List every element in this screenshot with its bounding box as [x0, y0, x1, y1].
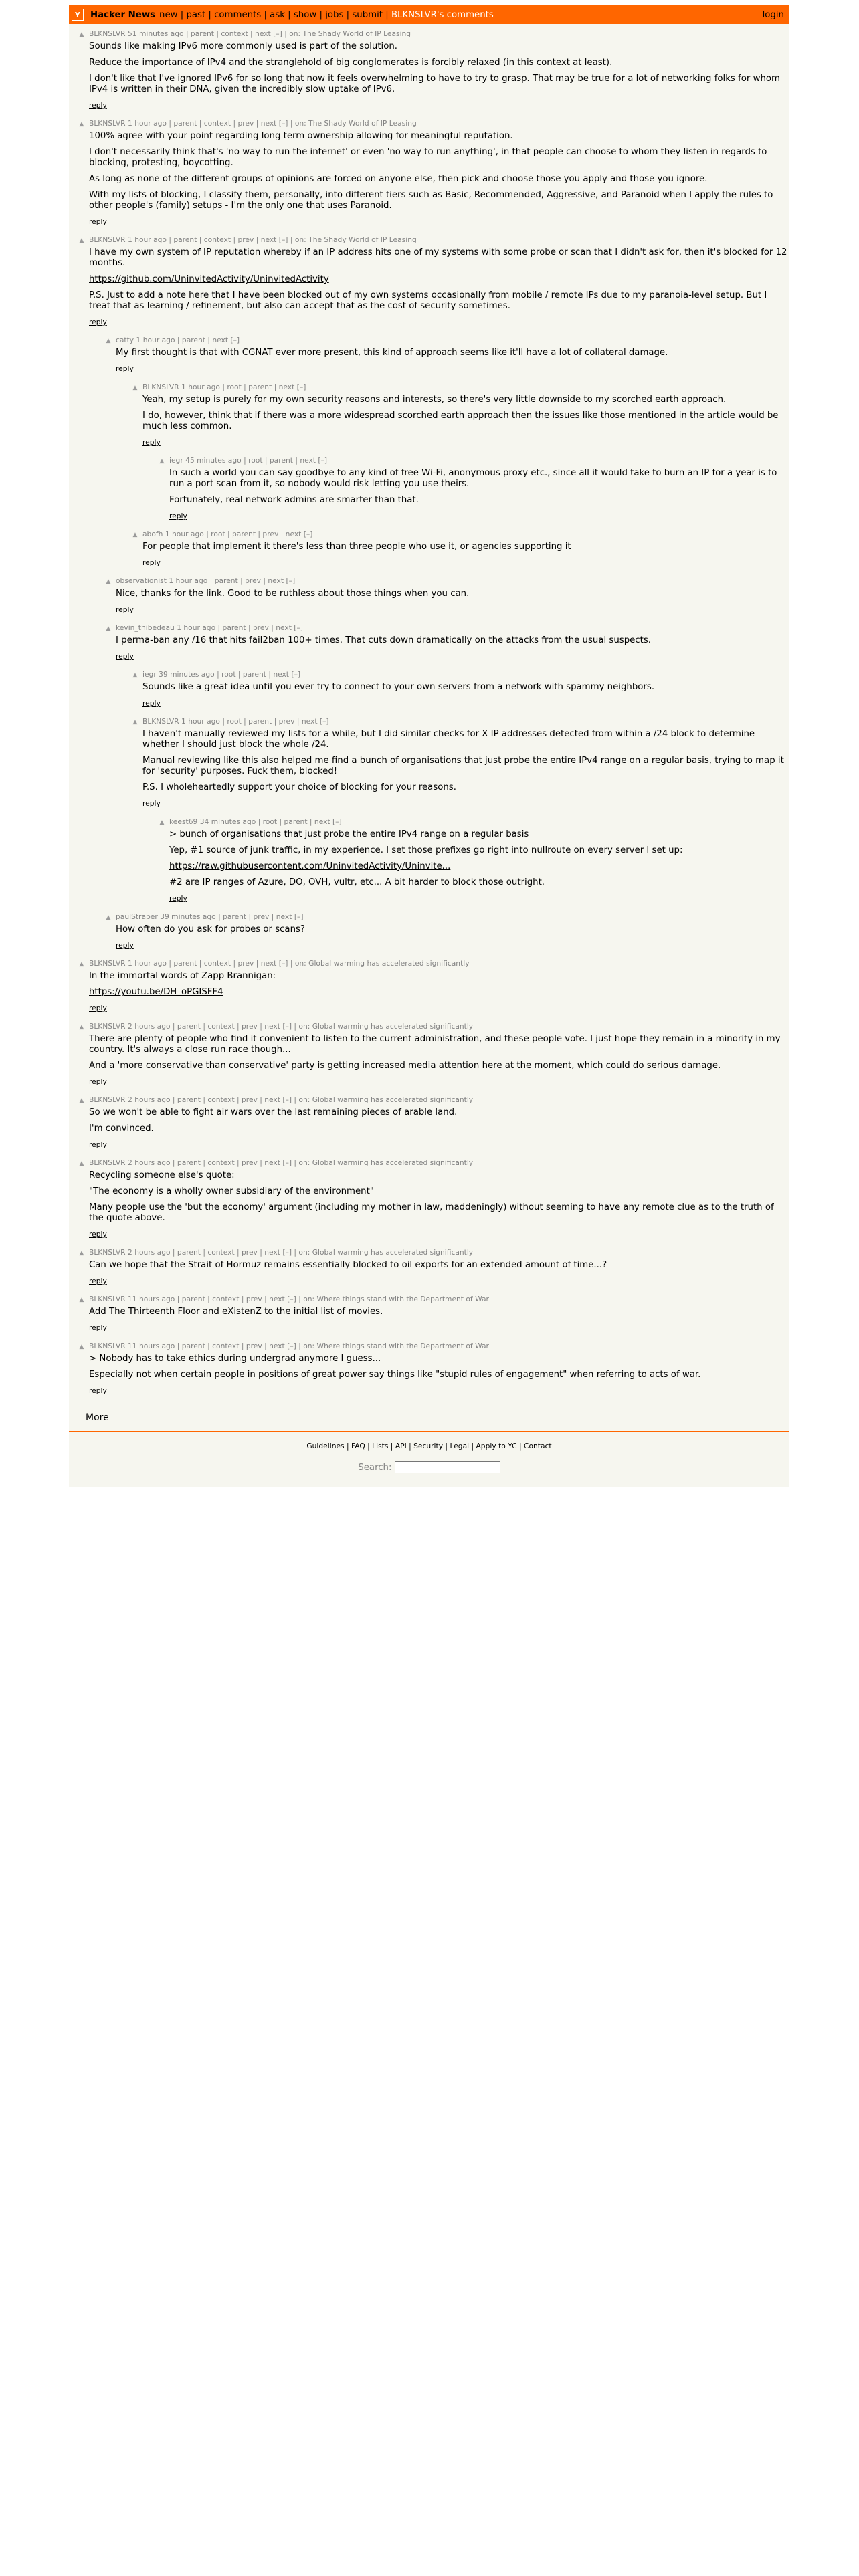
comment-age[interactable]: 1 hour ago [128, 959, 167, 968]
comment-user[interactable]: BLKNSLVR [89, 119, 126, 128]
upvote-arrow-icon[interactable]: ▲ [159, 458, 165, 465]
comment-link[interactable]: https://youtu.be/DH_oPGISFF4 [89, 987, 223, 997]
reply-link[interactable]: reply [89, 217, 107, 226]
comment-user[interactable]: catty [116, 336, 134, 344]
comment-body [89, 235, 789, 328]
comment-paragraph: There are plenty of people who find it convenient to listen to the current administration, and these people vote. I just hope they remain in a minority in my country. It's always a close run race though... [89, 1034, 781, 1055]
comment-body [169, 456, 789, 522]
comment-body [89, 119, 789, 227]
comment-age[interactable]: 2 hours ago [128, 1158, 171, 1167]
comment-nav-links[interactable]: | parent | prev | next [–] [209, 576, 296, 585]
reply-link[interactable]: reply [116, 605, 134, 614]
comment-paragraph [89, 274, 789, 285]
upvote-arrow-icon[interactable]: ▲ [106, 914, 111, 921]
reply-link[interactable]: reply [89, 318, 107, 326]
comment-nav-links[interactable]: | parent | next [–] [177, 336, 240, 344]
site-title[interactable]: Hacker News [90, 9, 156, 20]
comment [78, 1022, 789, 1087]
comment-user[interactable]: iegr [142, 670, 157, 679]
comment [105, 623, 789, 662]
comment-nav-links[interactable]: | parent | context | prev | next [–] | on: The Shady World of IP Leasing [169, 119, 417, 128]
comment-paragraph: I'm convinced. [89, 1123, 154, 1134]
comment-user[interactable]: observationist [116, 576, 167, 585]
reply-link[interactable]: reply [89, 1004, 107, 1012]
comment-meta [116, 336, 789, 345]
comment-nav-links[interactable]: | parent | context | prev | next [–] | on: The Shady World of IP Leasing [169, 235, 417, 244]
comment-text [89, 1107, 789, 1134]
reply-link[interactable]: reply [89, 101, 107, 110]
nav-separator: | [205, 9, 215, 20]
comment-body [89, 1248, 789, 1287]
comment-user[interactable]: BLKNSLVR [89, 1341, 126, 1350]
search-label: Search: [358, 1463, 392, 1473]
comment-paragraph: So we won't be able to fight air wars over the last remaining pieces of arable land. [89, 1107, 458, 1117]
comment-text [89, 971, 789, 998]
reply-link[interactable]: reply [142, 558, 161, 567]
nav-comments[interactable]: comments [214, 9, 262, 20]
comment-paragraph: I don't necessarily think that's 'no way to run the internet' or even 'no way to run anything', in that people can choose to whom they listen in regards to blocking, protesting, boycotting. [89, 147, 767, 168]
comment-meta [116, 576, 789, 586]
comment-nav-links[interactable]: | root | parent | prev | next [–] [206, 530, 313, 538]
upvote-arrow-icon[interactable]: ▲ [106, 578, 111, 585]
comment-user[interactable]: BLKNSLVR [89, 29, 126, 38]
hn-logo-icon[interactable]: Y [72, 9, 84, 21]
nav-show[interactable]: show [293, 9, 317, 20]
footer-separator: | [344, 1442, 352, 1451]
comment-paragraph: Many people use the 'but the economy' argument (including my mother in law, maddeningly) without seeming to have any remote clue as to the truth of the quote above. [89, 1202, 774, 1223]
comment-paragraph: Nice, thanks for the link. Good to be ruthless about those things when you can. [116, 588, 470, 599]
nav-links [159, 10, 494, 20]
comment-age[interactable]: 1 hour ago [136, 336, 175, 344]
comment-paragraph: "The economy is a wholly owner subsidiary of the environment" [89, 1186, 374, 1196]
login-link[interactable]: login [762, 9, 784, 20]
comment-user[interactable]: BLKNSLVR [89, 1158, 126, 1167]
nav-separator: | [284, 9, 294, 20]
upvote-arrow-icon[interactable]: ▲ [79, 1160, 84, 1167]
comment-body [89, 1095, 789, 1150]
nav-ask[interactable]: ask [270, 9, 285, 20]
comment-text [142, 395, 789, 432]
comment-paragraph: Reduce the importance of IPv4 and the stranglehold of big conglomerates is forcibly relaxed (in this context at least). [89, 58, 613, 68]
comment [105, 336, 789, 374]
nav-past[interactable]: past [186, 9, 206, 20]
comment-text [169, 829, 789, 888]
comment-meta [89, 1095, 789, 1105]
reply-link[interactable]: reply [89, 1140, 107, 1149]
comment-meta [142, 383, 789, 392]
comment [78, 1158, 789, 1240]
comment-user[interactable]: BLKNSLVR [89, 235, 126, 244]
nav-separator: | [177, 9, 187, 20]
footer-link-legal[interactable]: Legal [450, 1442, 470, 1451]
comment-paragraph: Especially not when certain people in positions of great power say things like "stupid rules of engagement" when referring to acts of war. [89, 1370, 701, 1380]
comment-age[interactable]: 1 hour ago [181, 383, 220, 391]
comment-meta [89, 1248, 789, 1257]
comment-user[interactable]: BLKNSLVR [89, 1095, 126, 1104]
current-page-label: BLKNSLVR's comments [391, 9, 494, 20]
comment-text [142, 729, 789, 793]
comment-text [116, 348, 789, 358]
footer-link-api[interactable]: API [395, 1442, 407, 1451]
comment-paragraph: With my lists of blocking, I classify them, personally, into different tiers such as Basic, Recommended, Aggressive, and Paranoid when I apply the rules to other people's (family) setups - I'm the only one that uses Paranoid. [89, 190, 773, 211]
comment-nav-links[interactable]: | parent | context | prev | next [–] | on: Where things stand with the Department of War [177, 1295, 489, 1303]
comment [78, 119, 789, 227]
comment-body [89, 959, 789, 1014]
nav-new[interactable]: new [159, 9, 178, 20]
comment-paragraph: Recycling someone else's quote: [89, 1170, 235, 1180]
comment [132, 717, 789, 809]
comment-meta [89, 959, 789, 968]
reply-link[interactable]: reply [89, 1077, 107, 1086]
comment-nav-links[interactable]: | root | parent | prev | next [–] [222, 717, 329, 726]
comment-meta [142, 670, 789, 679]
comment-meta [89, 1022, 789, 1031]
comment-age[interactable]: 1 hour ago [165, 530, 204, 538]
comment-body [89, 1158, 789, 1240]
comment-paragraph: I have my own system of IP reputation whereby if an IP address hits one of my systems with some probe or scan that I didn't ask for, then it's blocked for 12 months. [89, 247, 787, 268]
comment [132, 383, 789, 448]
upvote-arrow-icon[interactable]: ▲ [79, 31, 84, 38]
upvote-arrow-icon[interactable]: ▲ [106, 338, 111, 344]
comment-paragraph: Sounds like making IPv6 more commonly used is part of the solution. [89, 41, 398, 51]
comment-body [142, 670, 789, 709]
comment [78, 235, 789, 328]
comment-text [142, 542, 789, 552]
footer [69, 1431, 789, 1487]
comment-body [142, 383, 789, 448]
comment-age[interactable]: 1 hour ago [181, 717, 220, 726]
nav-separator: | [261, 9, 270, 20]
upvote-arrow-icon[interactable]: ▲ [79, 121, 84, 128]
comment-age[interactable]: 1 hour ago [169, 576, 208, 585]
hn-main [69, 5, 789, 1487]
comment-age[interactable]: 1 hour ago [177, 623, 216, 632]
comment-paragraph: For people that implement it there's less than three people who use it, or agencies supporting it [142, 542, 571, 552]
comment-age[interactable]: 1 hour ago [128, 119, 167, 128]
comment-paragraph: 100% agree with your point regarding long term ownership allowing for meaningful reputation. [89, 131, 513, 141]
comment-text [89, 247, 789, 312]
comment-text [169, 468, 789, 506]
comment-nav-links[interactable]: | root | parent | next [–] [217, 670, 301, 679]
reply-link[interactable]: reply [89, 1230, 107, 1239]
upvote-arrow-icon[interactable]: ▲ [132, 672, 138, 679]
search-input[interactable] [395, 1461, 500, 1473]
upvote-arrow-icon[interactable]: ▲ [79, 237, 84, 244]
comment-meta [89, 119, 789, 128]
comment-text [116, 924, 789, 935]
upvote-arrow-icon[interactable]: ▲ [132, 532, 138, 538]
comment-meta [142, 717, 789, 726]
comment-meta [169, 456, 789, 465]
comment-age[interactable]: 34 minutes ago [199, 817, 256, 826]
comment-user[interactable]: BLKNSLVR [89, 959, 126, 968]
comment [105, 576, 789, 615]
comment-meta [89, 1341, 789, 1351]
upvote-arrow-icon[interactable]: ▲ [132, 385, 138, 391]
comment-paragraph [89, 987, 789, 998]
comment-meta [142, 530, 789, 539]
comment-nav-links[interactable]: | parent | context | prev | next [–] | on: Where things stand with the Department of War [177, 1341, 489, 1350]
comment-nav-links[interactable]: | parent | prev | next [–] [218, 912, 304, 921]
reply-link[interactable]: reply [142, 699, 161, 708]
comment-user[interactable]: BLKNSLVR [142, 383, 179, 391]
upvote-arrow-icon[interactable]: ▲ [79, 1097, 84, 1104]
footer-separator: | [406, 1442, 414, 1451]
comment-meta [89, 29, 789, 39]
comment-age[interactable]: 51 minutes ago [128, 29, 184, 38]
footer-separator: | [443, 1442, 450, 1451]
comment-user[interactable]: abofh [142, 530, 163, 538]
comment [78, 1341, 789, 1396]
comment-user[interactable]: kevin_thibedeau [116, 623, 175, 632]
footer-link-lists[interactable]: Lists [372, 1442, 389, 1451]
comment-age[interactable]: 2 hours ago [128, 1022, 171, 1031]
comment-text [89, 1034, 789, 1071]
comment-user[interactable]: BLKNSLVR [89, 1295, 126, 1303]
reply-link[interactable]: reply [116, 652, 134, 661]
footer-link-contact[interactable]: Contact [524, 1442, 552, 1451]
top-bar [69, 5, 789, 24]
footer-separator: | [388, 1442, 395, 1451]
comment-nav-links[interactable]: | parent | context | prev | next [–] | on: Global warming has accelerated significantly [172, 1095, 474, 1104]
comment-paragraph: > Nobody has to take ethics during undergrad anymore I guess... [89, 1354, 381, 1364]
comment-body [142, 530, 789, 568]
comment-nav-links[interactable]: | parent | context | prev | next [–] | on: Global warming has accelerated significantly [169, 959, 470, 968]
nav-separator: | [316, 9, 326, 20]
comment-body [116, 623, 789, 662]
reply-link[interactable]: reply [169, 894, 187, 903]
comment-nav-links[interactable]: | root | parent | next [–] [258, 817, 342, 826]
comment-link[interactable]: https://github.com/UninvitedActivity/UninvitedActivity [89, 274, 329, 284]
comment-age[interactable]: 2 hours ago [128, 1248, 171, 1257]
comment-paragraph: #2 are IP ranges of Azure, DO, OVH, vultr, etc... A bit harder to block those outright. [169, 877, 545, 887]
comment-body [116, 912, 789, 951]
comment-paragraph: I haven't manually reviewed my lists for a while, but I did similar checks for X IP addresses detected from within a /24 block to determine whether I should just block the whole /24. [142, 729, 755, 750]
comment-age[interactable]: 11 hours ago [128, 1341, 175, 1350]
reply-link[interactable]: reply [169, 512, 187, 520]
upvote-arrow-icon[interactable]: ▲ [79, 1250, 84, 1257]
footer-separator: | [516, 1442, 524, 1451]
comment-body [142, 717, 789, 809]
comment-nav-links[interactable]: | root | parent | next [–] [244, 456, 328, 465]
comment-paragraph: In such a world you can say goodbye to any kind of free Wi-Fi, anonymous proxy etc., since all it would take to burn an IP for a year is to run a port scan from it, so nobody would risk letting you use theirs. [169, 468, 777, 489]
comment-user[interactable]: BLKNSLVR [89, 1248, 126, 1257]
upvote-arrow-icon[interactable]: ▲ [132, 719, 138, 726]
comment-text [116, 588, 789, 599]
reply-link[interactable]: reply [89, 1323, 107, 1332]
comment-age[interactable]: 11 hours ago [128, 1295, 175, 1303]
nav-jobs[interactable]: jobs [325, 9, 344, 20]
comment-paragraph: As long as none of the different groups of opinions are forced on anyone else, then pick and choose those you apply and those you ignore. [89, 174, 708, 184]
comment-text [116, 635, 789, 646]
comment [105, 912, 789, 951]
comment-nav-links[interactable]: | parent | context | prev | next [–] | on: Global warming has accelerated significantly [172, 1158, 474, 1167]
comment-nav-links[interactable]: | parent | context | prev | next [–] | on: Global warming has accelerated significantly [172, 1248, 474, 1257]
comment-paragraph: P.S. I wholeheartedly support your choice of blocking for your reasons. [142, 782, 456, 792]
comment-paragraph [169, 861, 789, 872]
comment-body [89, 1295, 789, 1333]
comment-meta [116, 623, 789, 633]
footer-separator: | [365, 1442, 373, 1451]
more-link[interactable]: More [86, 1412, 109, 1423]
comment-nav-links[interactable]: | parent | context | next [–] | on: The Shady World of IP Leasing [185, 29, 411, 38]
comment [78, 1095, 789, 1150]
comment-meta [89, 1295, 789, 1304]
comment-body [116, 576, 789, 615]
comment-user[interactable]: iegr [169, 456, 183, 465]
reply-link[interactable]: reply [142, 799, 161, 808]
comment-text [89, 1354, 789, 1380]
comment-paragraph: Can we hope that the Strait of Hormuz remains essentially blocked to oil exports for an extended amount of time...? [89, 1260, 607, 1270]
footer-link-apply-to-yc[interactable]: Apply to YC [476, 1442, 517, 1451]
footer-link-faq[interactable]: FAQ [351, 1442, 365, 1451]
comment-text [142, 682, 789, 693]
comment-paragraph: I perma-ban any /16 that hits fail2ban 100+ times. That cuts down dramatically on the attacks from the usual suspects. [116, 635, 651, 645]
comment-nav-links[interactable]: | parent | prev | next [–] [217, 623, 303, 632]
comment-user[interactable]: keest69 [169, 817, 198, 826]
comment-age[interactable]: 39 minutes ago [160, 912, 216, 921]
comment-link[interactable]: https://raw.githubusercontent.com/UninvitedActivity/Uninvite... [169, 861, 451, 871]
upvote-arrow-icon[interactable]: ▲ [106, 625, 111, 632]
comment-meta [116, 912, 789, 922]
reply-link[interactable]: reply [116, 941, 134, 950]
comment-text [89, 131, 789, 211]
comment-age[interactable]: 39 minutes ago [159, 670, 215, 679]
comment-paragraph: How often do you ask for probes or scans? [116, 924, 305, 934]
comment [78, 959, 789, 1014]
comment-age[interactable]: 2 hours ago [128, 1095, 171, 1104]
comment-paragraph: I don't like that I've ignored IPv6 for so long that now it feels overwhelming to have to try to grasp. That may be true for a lot of networking folks for whom IPv4 is written in their DNA, given the incredibly slow uptake of IPv6. [89, 74, 780, 94]
nav-separator: | [383, 9, 391, 20]
comment-user[interactable]: BLKNSLVR [142, 717, 179, 726]
upvote-arrow-icon[interactable]: ▲ [79, 1297, 84, 1303]
reply-link[interactable]: reply [142, 438, 161, 447]
comment-user[interactable]: BLKNSLVR [89, 1022, 126, 1031]
footer-links [69, 1442, 789, 1451]
comment-paragraph: My first thought is that with CGNAT ever more present, this kind of approach seems like it'll have a lot of collateral damage. [116, 348, 668, 358]
search-row [69, 1461, 789, 1473]
comment-body [89, 1341, 789, 1396]
comment-nav-links[interactable]: | root | parent | next [–] [222, 383, 306, 391]
comment-paragraph: In the immortal words of Zapp Brannigan: [89, 971, 276, 981]
comment-paragraph: Add The Thirteenth Floor and eXistenZ to the initial list of movies. [89, 1307, 383, 1317]
reply-link[interactable]: reply [116, 364, 134, 373]
nav-separator: | [343, 9, 353, 20]
comment-meta [89, 1158, 789, 1168]
comment [159, 456, 789, 522]
comment-paragraph: Yep, #1 source of junk traffic, in my experience. I set those prefixes go right into nullroute on every server I set up: [169, 845, 683, 855]
footer-separator: | [469, 1442, 476, 1451]
comment [78, 1295, 789, 1333]
comment-paragraph: I do, however, think that if there was a more widespread scorched earth approach then the issues like those mentioned in the article would be much less common. [142, 411, 779, 431]
comment [132, 670, 789, 709]
comment [78, 29, 789, 111]
nav-submit[interactable]: submit [352, 9, 383, 20]
comment [159, 817, 789, 904]
comment-text [89, 1260, 789, 1271]
comment [132, 530, 789, 568]
upvote-arrow-icon[interactable]: ▲ [79, 1024, 84, 1031]
footer-link-guidelines[interactable]: Guidelines [306, 1442, 345, 1451]
footer-link-security[interactable]: Security [413, 1442, 444, 1451]
comment-body [89, 29, 789, 111]
comment [78, 1248, 789, 1287]
comment-user[interactable]: paulStraper [116, 912, 158, 921]
upvote-arrow-icon[interactable]: ▲ [79, 1344, 84, 1350]
comment-text [89, 41, 789, 95]
comment-text [89, 1170, 789, 1224]
comment-meta [89, 235, 789, 245]
comment-paragraph: Yeah, my setup is purely for my own security reasons and interests, so there's very little downside to my scorched earth approach. [142, 395, 727, 405]
comment-paragraph: And a 'more conservative than conservative' party is getting increased media attention here at the moment, which could do serious damage. [89, 1061, 721, 1071]
comment-body [169, 817, 789, 904]
comment-body [116, 336, 789, 374]
comment-nav-links[interactable]: | parent | context | prev | next [–] | on: Global warming has accelerated significantly [172, 1022, 474, 1031]
comment-list [69, 24, 789, 1407]
upvote-arrow-icon[interactable]: ▲ [159, 819, 165, 826]
comment-paragraph: Fortunately, real network admins are smarter than that. [169, 495, 419, 505]
comment-paragraph: > bunch of organisations that just probe the entire IPv4 range on a regular basis [169, 829, 529, 839]
comment-paragraph: P.S. Just to add a note here that I have been blocked out of my own systems occasionally from mobile / remote IPs due to my paranoia-level setup. But I treat that as learning / refinement, but also can accept that as the cost of security sometimes. [89, 290, 767, 311]
reply-link[interactable]: reply [89, 1277, 107, 1285]
comment-paragraph: Sounds like a great idea until you ever try to connect to your own servers from a network with spammy neighbors. [142, 682, 655, 692]
comment-age[interactable]: 45 minutes ago [185, 456, 242, 465]
comment-paragraph: Manual reviewing like this also helped me find a bunch of organisations that just probe the entire IPv4 range on a regular basis, trying to map it for 'security' purposes. Fuck them, blocked! [142, 756, 784, 776]
reply-link[interactable]: reply [89, 1386, 107, 1395]
comment-body [89, 1022, 789, 1087]
upvote-arrow-icon[interactable]: ▲ [79, 961, 84, 968]
comment-age[interactable]: 1 hour ago [128, 235, 167, 244]
comment-text [89, 1307, 789, 1317]
comment-meta [169, 817, 789, 827]
